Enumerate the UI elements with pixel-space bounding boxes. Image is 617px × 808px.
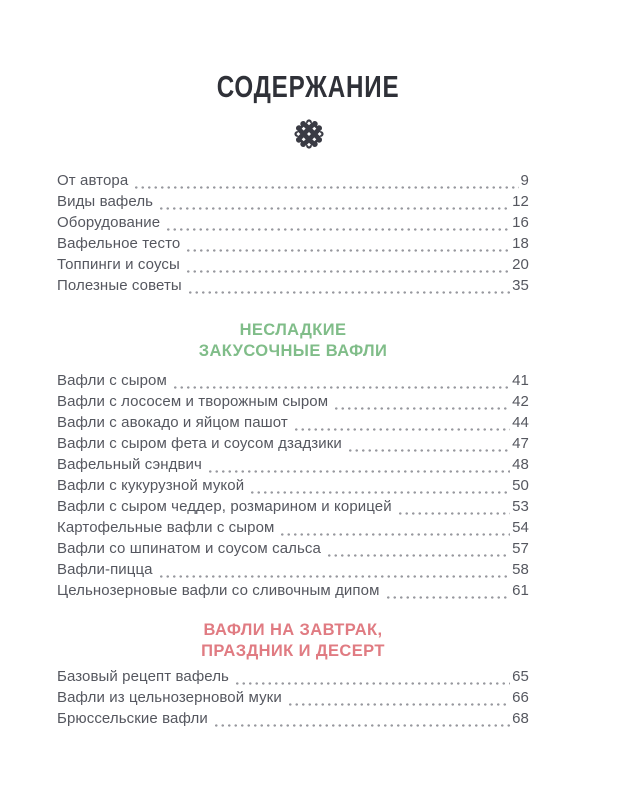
toc-entry-page: 54: [512, 519, 529, 536]
toc-entry: [57, 689, 529, 710]
dot-leader: [165, 214, 510, 235]
toc-entry-label: Вафельный сэндвич: [57, 456, 202, 473]
toc-entry-label: От автора: [57, 172, 129, 189]
toc-entry: [57, 477, 529, 498]
toc-entry-page: 61: [512, 582, 529, 599]
section-heading-line: НЕСЛАДКИЕ: [239, 321, 347, 339]
toc-entry: [57, 540, 529, 561]
toc-entry-page: 57: [512, 540, 529, 557]
dot-leader: [213, 710, 510, 731]
toc-entry-page: 16: [512, 214, 529, 231]
toc-entry-label: Топпинги и соусы: [57, 256, 180, 273]
toc-section-savory: [57, 372, 529, 603]
toc-entry: [57, 235, 529, 256]
toc-entry-label: Вафли-пицца: [57, 561, 153, 578]
toc-section-intro: [57, 172, 529, 298]
toc-entry-label: Вафли со шпинатом и соусом сальса: [57, 540, 321, 557]
toc-entry: [57, 214, 529, 235]
dot-leader: [234, 668, 510, 689]
dot-leader: [279, 519, 510, 540]
toc-entry-page: 44: [512, 414, 529, 431]
toc-entry-label: Вафли с авокадо и яйцом пашот: [57, 414, 288, 431]
toc-entry-label: Оборудование: [57, 214, 161, 231]
dot-leader: [249, 477, 510, 498]
toc-entry: [57, 561, 529, 582]
toc-entry-label: Базовый рецепт вафель: [57, 668, 229, 685]
dot-leader: [397, 498, 510, 519]
dot-leader: [185, 256, 510, 277]
toc-entry: [57, 456, 529, 477]
toc-entry-label: Вафли с сыром фета и соусом дзадзики: [57, 435, 342, 452]
toc-entry-page: 18: [512, 235, 529, 252]
dot-leader: [293, 414, 510, 435]
page-title-text: СОДЕРЖАНИЕ: [217, 69, 400, 104]
toc-entry-page: 12: [512, 193, 529, 210]
toc-entry: [57, 172, 529, 193]
toc-entry: [57, 193, 529, 214]
toc-entry-label: Полезные советы: [57, 277, 182, 294]
contents-column: [57, 172, 529, 731]
toc-entry-page: 68: [512, 710, 529, 727]
toc-entry-page: 50: [512, 477, 529, 494]
toc-entry-label: Вафли из цельнозерновой муки: [57, 689, 282, 706]
dot-leader: [326, 540, 510, 561]
dot-leader: [385, 582, 511, 603]
toc-entry-label: Цельнозерновые вафли со сливочным дипом: [57, 582, 380, 599]
toc-entry-page: 66: [512, 689, 529, 706]
toc-entry-page: 65: [512, 668, 529, 685]
dot-leader: [333, 393, 510, 414]
toc-entry-label: Вафли с сыром чеддер, розмарином и корицей: [57, 498, 392, 515]
toc-entry-label: Вафельное тесто: [57, 235, 181, 252]
toc-entry: [57, 668, 529, 689]
toc-entry-page: 42: [512, 393, 529, 410]
toc-entry-label: Вафли с кукурузной мукой: [57, 477, 245, 494]
section-heading-breakfast-dessert-waffles: [57, 620, 529, 662]
toc-entry-page: 48: [512, 456, 529, 473]
dot-leader: [187, 277, 510, 298]
toc-entry-page: 58: [512, 561, 529, 578]
toc-entry: [57, 256, 529, 277]
toc-entry: [57, 277, 529, 298]
toc-entry-label: Брюссельские вафли: [57, 710, 208, 727]
toc-entry-page: 20: [512, 256, 529, 273]
dot-leader: [133, 172, 518, 193]
dot-leader: [347, 435, 510, 456]
toc-entry-page: 35: [512, 277, 529, 294]
page-title: [0, 69, 617, 104]
toc-entry-label: Вафли с лососем и творожным сыром: [57, 393, 329, 410]
toc-entry: [57, 435, 529, 456]
toc-entry: [57, 414, 529, 435]
dot-leader: [172, 372, 510, 393]
toc-entry-label: Картофельные вафли с сыром: [57, 519, 275, 536]
toc-entry: [57, 710, 529, 731]
toc-entry: [57, 519, 529, 540]
toc-entry-page: 41: [512, 372, 529, 389]
dot-leader: [158, 193, 510, 214]
section-heading-line: ПРАЗДНИК И ДЕСЕРТ: [201, 642, 385, 660]
section-heading-line: ЗАКУСОЧНЫЕ ВАФЛИ: [198, 342, 388, 360]
dot-leader: [207, 456, 510, 477]
toc-entry: [57, 498, 529, 519]
section-heading-line: ВАФЛИ НА ЗАВТРАК,: [203, 621, 383, 639]
dot-leader: [158, 561, 510, 582]
toc-section-breakfast: [57, 668, 529, 731]
toc-entry-page: 53: [512, 498, 529, 515]
dot-leader: [185, 235, 510, 256]
toc-entry-page: 47: [512, 435, 529, 452]
toc-entry-page: 9: [520, 172, 529, 189]
toc-entry: [57, 393, 529, 414]
section-heading-savory-waffles: [57, 320, 529, 362]
toc-entry-label: Вафли с сыром: [57, 372, 167, 389]
toc-entry-label: Виды вафель: [57, 193, 154, 210]
toc-entry: [57, 582, 529, 603]
dot-leader: [287, 689, 510, 710]
toc-entry: [57, 372, 529, 393]
waffle-icon: [293, 118, 325, 150]
